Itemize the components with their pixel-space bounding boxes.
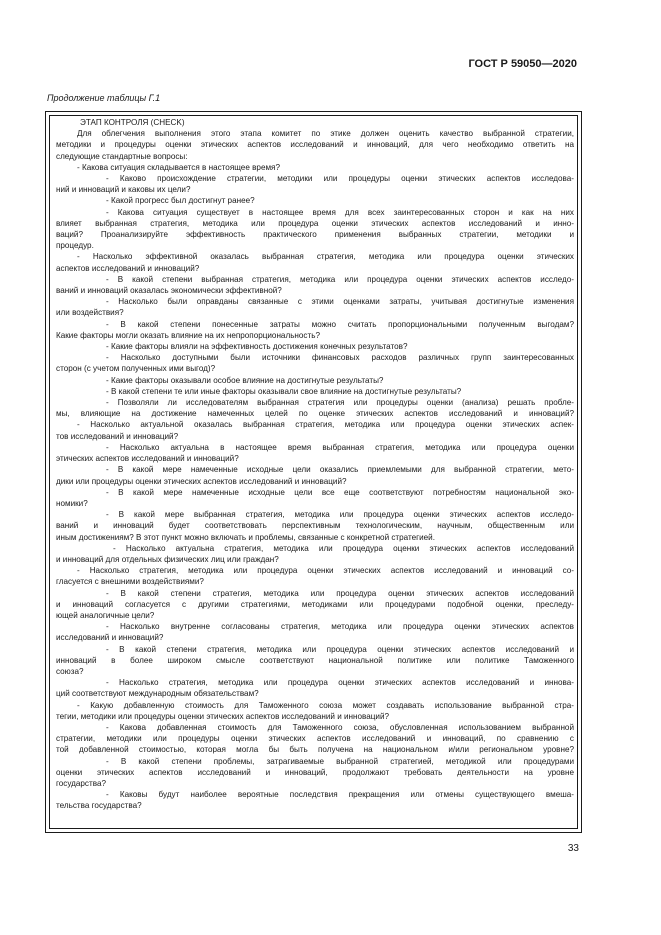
text-line: ющей аналогичные цели? xyxy=(56,610,155,620)
text-line: ваций? Проанализируйте эффективность практического применения выбранных стратегии, методики и xyxy=(56,230,574,240)
text-line: Для облегчения выполнения этого этапа комитет по этике должен оценить качество выбранной стратегии, xyxy=(77,129,574,139)
text-line: - Насколько были оправданы связанные с этими оценками затраты, учитывая достигнутые изменения xyxy=(106,297,574,307)
text-line: тельства государства? xyxy=(56,801,142,811)
text-line: инноваций в более широком смысле соответствуют национальной политике или политике Таможенного xyxy=(56,655,574,665)
text-line: ний и инноваций и каковы их цели? xyxy=(56,185,191,195)
text-line: - Какова ситуация существует в настоящее время для всех заинтересованных сторон и как на них xyxy=(106,207,574,217)
document-code: ГОСТ Р 59050—2020 xyxy=(468,58,577,70)
text-line: - Какова добавленная стоимость для Таможенного союза, обусловленная использованием выбранной xyxy=(106,722,574,732)
text-line: - Каково происхождение стратегии, методики или процедуры оценки этических аспектов исследова- xyxy=(106,174,574,184)
text-line: сторон (с учетом полученных ими выгод)? xyxy=(56,364,216,374)
text-line: исследований и инноваций? xyxy=(56,633,164,643)
text-line: - Насколько доступными были источники финансовых расходов различных групп заинтересованных xyxy=(106,353,574,363)
text-line: иным достижениям? В этот пункт можно включать и проблемы, связанные с конкретной стратегией. xyxy=(56,532,435,542)
text-line: - В какой мере намеченные исходные цели оказались приемлемыми для выбранной стратегии, мето- xyxy=(106,465,574,475)
table-frame xyxy=(45,111,582,833)
text-line: - Какую добавленную стоимость для Таможенного союза может создавать использование выбранной стра- xyxy=(77,700,574,710)
text-line: гласуется с внешними воздействиями? xyxy=(56,577,204,587)
text-line: тов исследований и инноваций? xyxy=(56,431,179,441)
text-line: - Какова ситуация складывается в настоящее время? xyxy=(77,162,280,172)
text-line: - Насколько стратегия, методика или процедура оценки этических аспектов исследований и иннова- xyxy=(106,678,574,688)
text-line: - В какой степени выбранная стратегия, методика или процедура оценки этических аспектов исследо- xyxy=(106,274,574,284)
text-line: - Какие факторы оказывали особое влияние на достигнутые результаты? xyxy=(106,375,384,385)
text-line: дики или процедуры оценки этических аспектов исследований и инноваций? xyxy=(56,476,347,486)
text-line: государства? xyxy=(56,778,106,788)
text-line: ций соответствуют международным обязательствам? xyxy=(56,689,259,699)
text-line: тегии, методики или процедуры оценки этических аспектов исследований и инноваций? xyxy=(56,711,390,721)
text-line: - Насколько внутренне согласованы стратегия, методика или процедура оценки этических аспектов xyxy=(106,622,574,632)
text-line: - В какой мере выбранная стратегия, методика или процедура оценки этических аспектов исследо- xyxy=(106,510,574,520)
text-line: - Насколько актуальна стратегия, методика или процедура оценки этических аспектов исследований xyxy=(113,543,574,553)
text-line: процедур. xyxy=(56,241,94,251)
table-continuation-caption: Продолжение таблицы Г.1 xyxy=(47,93,161,103)
text-line: ваний и инноваций будет соответствовать перспективным технологическим, научным, общественным или xyxy=(56,521,574,531)
text-line: - Насколько актуальна в настоящее время выбранная стратегия, методика или процедура оценки xyxy=(106,442,574,452)
text-line: номики? xyxy=(56,498,88,508)
text-line: - Позволяли ли исследователям выбранная стратегия или процедуры оценки (анализа) решать пробле- xyxy=(106,398,574,408)
text-line: - Какой прогресс был достигнут ранее? xyxy=(106,196,255,206)
text-line: - Насколько актуальной оказалась выбранная стратегия, методика или процедура оценки этических аспек- xyxy=(77,420,574,430)
text-line: Какие факторы могли оказать влияние на их непропорциональность? xyxy=(56,330,320,340)
text-line: - В какой степени те или иные факторы оказывали свое влияние на достигнутые результаты? xyxy=(106,386,462,396)
text-line: методики и процедуры оценки этических аспектов исследований и инноваций, для чего необходимо ответить на xyxy=(56,140,574,150)
text-line: - Каковы будут наиболее вероятные последствия прекращения или отмены существующего вмеша- xyxy=(106,790,574,800)
text-line: ваний и инноваций оказалась экономически эффективной? xyxy=(56,286,282,296)
page-number: 33 xyxy=(567,843,579,854)
text-line: - В какой мере намеченные исходные цели все еще соответствуют потребностям национальной эко- xyxy=(106,487,574,497)
text-line: и инноваций для отдельных физических лиц или граждан? xyxy=(56,554,279,564)
text-line: союза? xyxy=(56,666,84,676)
text-line: оценки этических аспектов исследований и инноваций, продолжают требовать деятельности на уровне xyxy=(56,767,574,777)
text-line: - В какой степени понесенные затраты можно считать пропорциональными полученным выгодам? xyxy=(106,319,574,329)
text-line: или воздействия? xyxy=(56,308,124,318)
text-line: - В какой степени стратегия, методика или процедура оценки этических аспектов исследований xyxy=(106,588,574,598)
text-line: и инноваций согласуется с другими стратегиями, методиками или процедурами подобной оценки, преследу- xyxy=(56,599,574,609)
text-line: - В какой степени проблемы, затрагиваемые выбранной стратегией, методикой или процедурами xyxy=(106,756,574,766)
text-line: аспектов исследований и инноваций? xyxy=(56,263,200,273)
text-line: влияет выбранная стратегия, методика или процедура оценки этических аспектов исследований и инно- xyxy=(56,218,574,228)
text-line: ЭТАП КОНТРОЛЯ (CHECK) xyxy=(80,118,185,127)
text-line: следующие стандартные вопросы: xyxy=(56,151,188,161)
text-line: этических аспектов исследований и инноваций? xyxy=(56,454,239,464)
text-line: той добавленной стоимостью, которая могла бы быть получена на национальном и/или региональном уровне? xyxy=(56,745,574,755)
text-line: мы, влияющие на достижение намеченных целей по оценке этических аспектов исследований и инноваций? xyxy=(56,409,574,419)
text-line: стратегии, методики или процедуры оценки этических аспектов исследований и инноваций, по сравнению с xyxy=(56,734,574,744)
text-line: - В какой степени стратегия, методика или процедура оценки этических аспектов исследований и xyxy=(106,644,574,654)
text-line: - Какие факторы влияли на эффективность достижения конечных результатов? xyxy=(106,342,408,352)
text-line: - Насколько стратегия, методика или процедура оценки этических аспектов исследований и инноваций со- xyxy=(77,566,574,576)
text-line: - Насколько эффективной оказалась выбранная стратегия, методика или процедура оценки этических xyxy=(77,252,574,262)
table-cell xyxy=(49,115,578,829)
